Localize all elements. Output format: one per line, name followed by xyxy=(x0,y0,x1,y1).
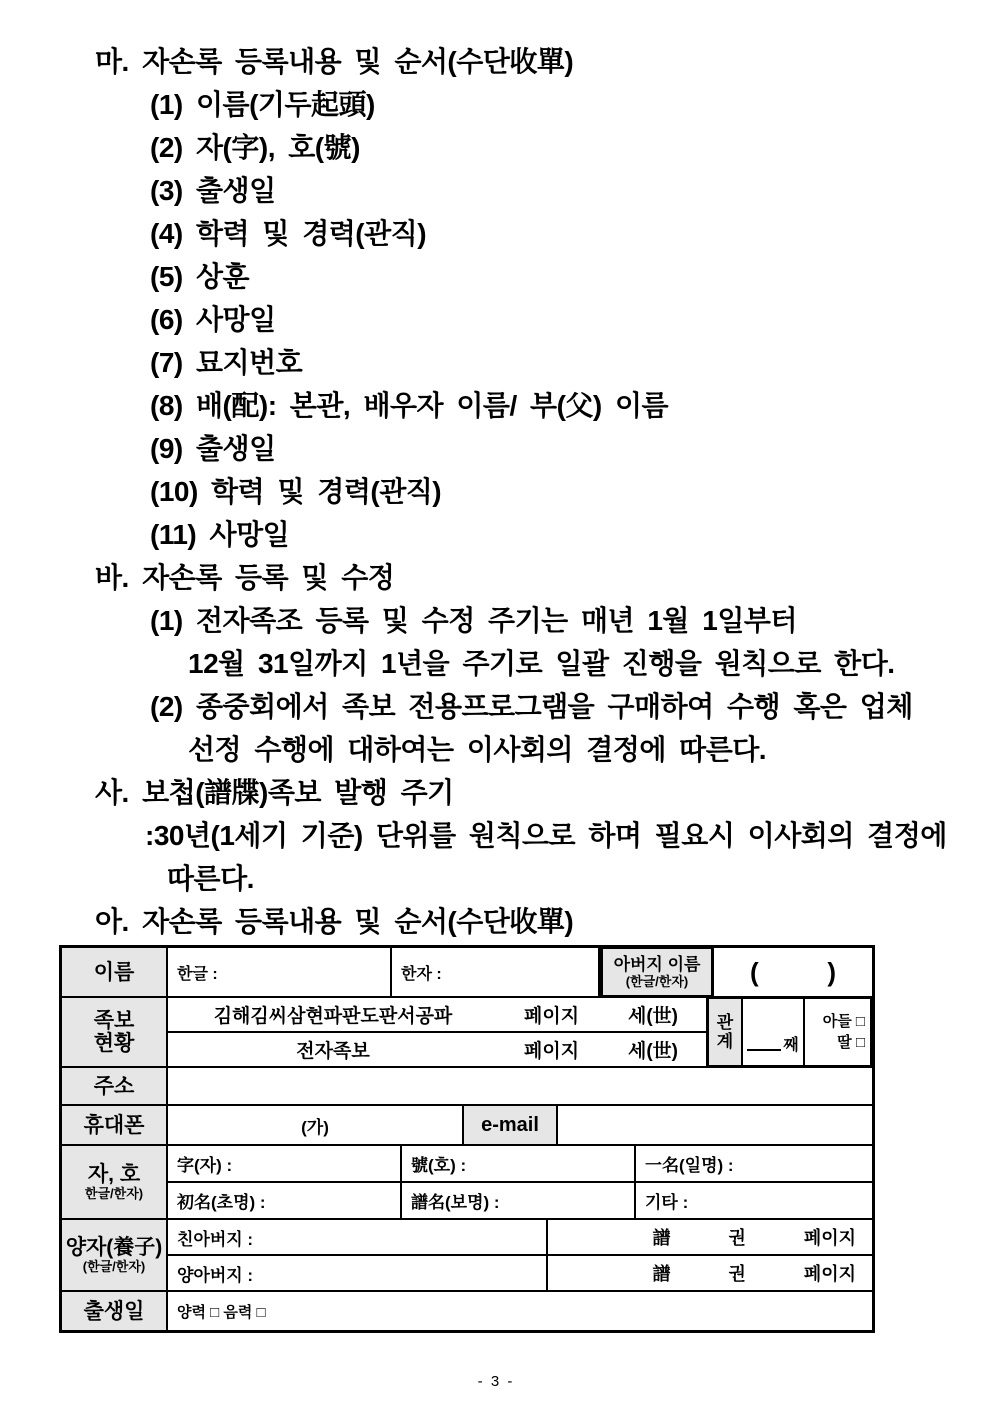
biological-father-field: 친아버지 : xyxy=(168,1220,548,1254)
birthdate-field: 양력 □ 음력 □ xyxy=(177,1303,266,1321)
jokbo-branch-name: 김해김씨삼현파판도판서공파 xyxy=(213,1006,453,1027)
biological-father-line xyxy=(168,1220,872,1256)
name-row xyxy=(62,948,872,996)
kwon-label: 권 xyxy=(728,1264,746,1284)
page-label: 페이지 xyxy=(803,1228,856,1248)
ja-field: 字(자) : xyxy=(168,1146,402,1181)
jaho-fields-line1 xyxy=(168,1146,872,1183)
list-line: 선정 수행에 대하여는 이사회의 결정에 따른다. xyxy=(188,734,767,765)
relation-blank-rule xyxy=(747,1041,781,1051)
list-line: 바. 자손록 등록 및 수정 xyxy=(95,562,395,593)
yangja-header-sub: (한글/한자) xyxy=(82,1259,146,1274)
father-name-header xyxy=(600,946,714,998)
yangja-row-header xyxy=(62,1220,168,1290)
father-name-title: 아버지 이름 xyxy=(613,955,701,974)
jokbo-page-label: 페이지 xyxy=(524,1006,580,1027)
name-hangul-field xyxy=(168,948,392,996)
list-line: (5) 상훈 xyxy=(150,261,250,292)
bo-label: 譜 xyxy=(652,1228,671,1248)
jokbo-branch-name: 전자족보 xyxy=(296,1041,370,1062)
bo-label: 譜 xyxy=(652,1264,671,1284)
jokbo-entry-electronic xyxy=(168,1033,706,1066)
jokbo-generation-label: 세(世) xyxy=(628,1006,679,1027)
list-line: (8) 배(配): 본관, 배우자 이름/ 부(父) 이름 xyxy=(150,390,669,421)
name-hanja-field xyxy=(392,948,600,996)
paren-open: ( xyxy=(750,956,759,987)
list-line: (3) 출생일 xyxy=(150,175,276,206)
list-line: (7) 묘지번호 xyxy=(150,347,303,378)
jokbo-status-row xyxy=(62,996,872,1066)
adoptive-father-field: 양아버지 : xyxy=(168,1256,548,1290)
birthdate-row xyxy=(62,1290,872,1330)
list-line: (2) 종중회에서 족보 전용프로그램을 구매하여 수행 혹은 업체 xyxy=(150,691,913,722)
page-number: - 3 - xyxy=(477,1373,515,1390)
relation-order-field xyxy=(743,999,805,1065)
father-name-sub: (한글/한자) xyxy=(625,974,689,989)
list-line: (1) 전자족조 등록 및 수정 주기는 매년 1월 1일부터 xyxy=(150,605,797,636)
phone-row xyxy=(62,1104,872,1144)
phone-row-header: 휴대폰 xyxy=(62,1106,168,1144)
list-line: 따른다. xyxy=(167,863,254,894)
jokbo-header-line2: 현황 xyxy=(93,1032,135,1055)
relation-label-line1: 관 xyxy=(716,1013,734,1032)
yangja-header-title: 양자(養子) xyxy=(65,1236,163,1259)
paren-close: ) xyxy=(827,956,836,987)
list-line: :30년(1세기 기준) 단위를 원칙으로 하며 필요시 이사회의 결정에 xyxy=(145,820,947,851)
ho-field: 號(호) : xyxy=(402,1146,636,1181)
list-line: (9) 출생일 xyxy=(150,433,276,464)
yangja-fields xyxy=(168,1220,872,1290)
biological-father-book-ref xyxy=(548,1220,872,1254)
address-field xyxy=(168,1068,872,1104)
list-line: 마. 자손록 등록내용 및 순서(수단收單) xyxy=(95,46,574,77)
list-line: (1) 이름(기두起頭) xyxy=(150,89,375,120)
adoptive-father-book-ref xyxy=(548,1256,872,1290)
list-line: (2) 자(字), 호(號) xyxy=(150,132,360,163)
jokbo-page-label: 페이지 xyxy=(524,1041,580,1062)
list-line: 아. 자손록 등록내용 및 순서(수단收單) xyxy=(95,906,574,937)
jaho-fields xyxy=(168,1146,872,1218)
email-header: e-mail xyxy=(464,1106,558,1144)
son-daughter-checkboxes xyxy=(805,999,870,1065)
relation-block xyxy=(706,996,873,1068)
jaho-fields-line2 xyxy=(168,1183,872,1218)
jaho-row xyxy=(62,1144,872,1218)
jokbo-entry-paper xyxy=(168,998,706,1033)
jokbo-header-line1: 족보 xyxy=(93,1009,135,1032)
list-line: (11) 사망일 xyxy=(150,519,290,550)
gita-field: 기타 : xyxy=(645,1193,689,1212)
kwon-label: 권 xyxy=(728,1228,746,1248)
chomyeong-field: 初名(초명) : xyxy=(168,1183,402,1218)
jokbo-entries xyxy=(168,998,706,1066)
relation-label-line2: 계 xyxy=(716,1032,734,1051)
jaho-header-title: 자, 호 xyxy=(87,1163,141,1186)
list-line: 사. 보첩(譜牒)족보 발행 주기 xyxy=(95,777,454,808)
name-hangul-label: 한글 : xyxy=(177,965,218,983)
name-row-header: 이름 xyxy=(62,948,168,996)
relation-order-suffix: 째 xyxy=(783,1037,799,1054)
phone-field xyxy=(168,1106,464,1144)
adoptive-father-line xyxy=(168,1256,872,1290)
son-checkbox: 아들 □ xyxy=(822,1013,865,1030)
list-line: 12월 31일까지 1년을 주기로 일괄 진행을 원칙으로 한다. xyxy=(188,648,895,679)
daughter-checkbox: 딸 □ xyxy=(837,1034,865,1051)
email-field xyxy=(558,1106,872,1144)
name-hanja-label: 한자 : xyxy=(401,965,442,983)
jaho-row-header xyxy=(62,1146,168,1218)
phone-ga-label: (가) xyxy=(301,1117,329,1137)
jaho-header-sub: 한글/한자) xyxy=(84,1186,144,1201)
list-line: (4) 학력 및 경력(관직) xyxy=(150,218,427,249)
ilmyeong-field: 一名(일명) : xyxy=(645,1156,734,1175)
jokbo-row-header xyxy=(62,998,168,1066)
page-label: 페이지 xyxy=(803,1264,856,1284)
list-line: (10) 학력 및 경력(관직) xyxy=(150,476,442,507)
father-name-field xyxy=(714,948,872,996)
address-row xyxy=(62,1066,872,1104)
relation-header xyxy=(709,999,743,1065)
genealogy-form-table xyxy=(59,945,875,1333)
address-row-header: 주소 xyxy=(62,1068,168,1104)
bomyeong-field: 譜名(보명) : xyxy=(402,1183,636,1218)
jokbo-generation-label: 세(世) xyxy=(628,1041,679,1062)
list-line: (6) 사망일 xyxy=(150,304,276,335)
birthdate-row-header: 출생일 xyxy=(62,1292,168,1330)
yangja-row xyxy=(62,1218,872,1290)
